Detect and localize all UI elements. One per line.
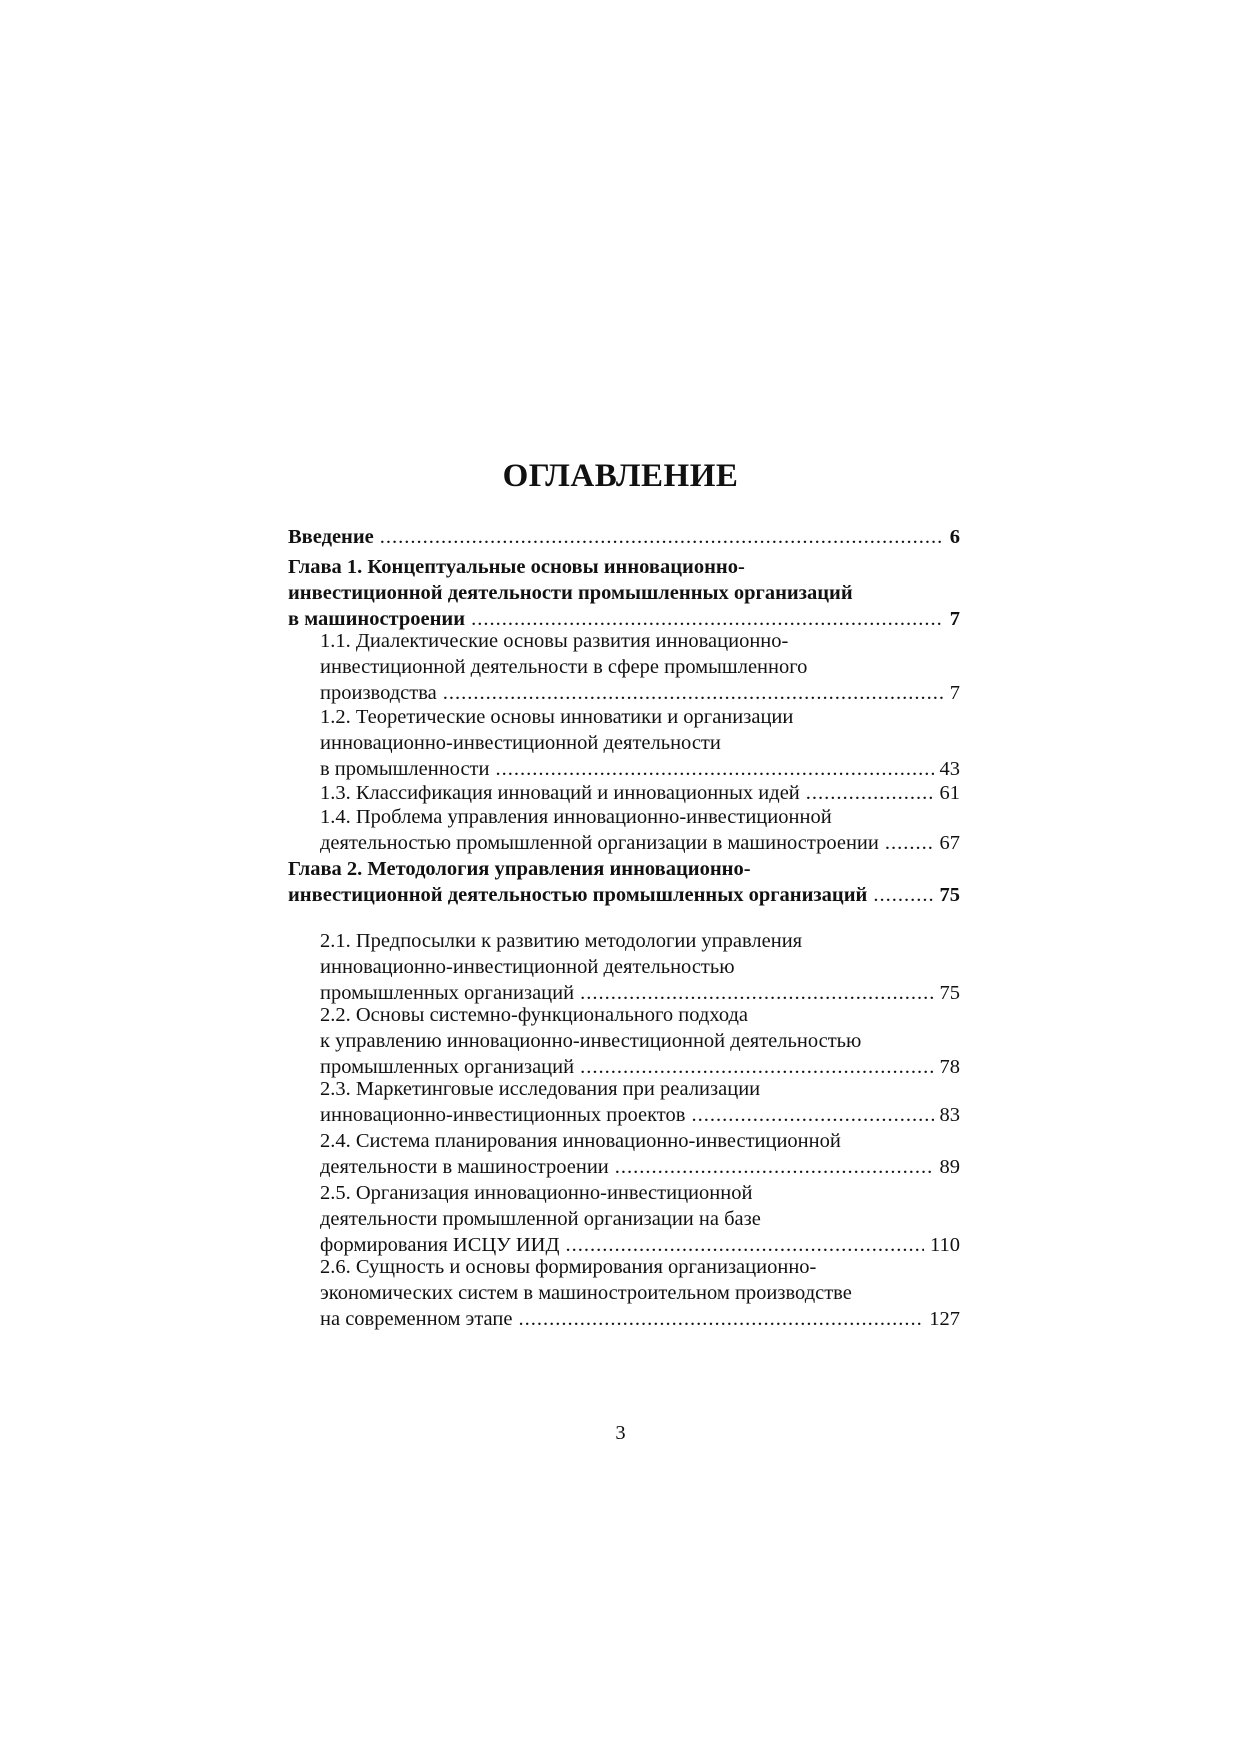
- toc-entry-title: деятельности в машиностроении: [320, 1156, 609, 1178]
- toc-entry-chapter-2: [288, 856, 960, 908]
- toc-entry-section-1-1: [288, 628, 960, 706]
- toc-page-number: 7: [949, 682, 960, 704]
- toc-entry-section-1-4: [288, 804, 960, 856]
- toc-page-number: 67: [939, 832, 960, 854]
- toc-entry-last-line: [320, 830, 960, 856]
- toc-page-number: 127: [929, 1308, 960, 1330]
- toc-entry-line: инвестиционной деятельности промышленных организаций: [288, 582, 853, 604]
- toc-entry-last-line: [320, 756, 960, 782]
- toc-entry-line: 1.2. Теоретические основы инноватики и организации: [320, 706, 794, 728]
- toc-entry-section-2-5: [288, 1180, 960, 1258]
- toc-entry-line: 2.6. Сущность и основы формирования организационно-: [320, 1256, 817, 1278]
- toc-entry-line: 2.4. Система планирования инновационно-инвестиционной: [320, 1130, 841, 1152]
- toc-entry-line: 1.4. Проблема управления инновационно-инвестиционной: [320, 806, 832, 828]
- dot-leader: [380, 524, 944, 550]
- toc-entry-line: к управлению инновационно-инвестиционной деятельностью: [320, 1030, 862, 1052]
- toc-entry-section-2-4: [288, 1128, 960, 1180]
- toc-entry-title: Введение: [288, 526, 374, 548]
- toc-page-number: 83: [939, 1104, 960, 1126]
- toc-entry-title: промышленных организаций: [320, 982, 575, 1004]
- toc-page-number: 75: [939, 982, 960, 1004]
- toc-entry-section-1-3: [288, 780, 960, 806]
- dot-leader: [495, 756, 933, 782]
- toc-entry-line: 2.2. Основы системно-функционального подхода: [320, 1004, 749, 1026]
- dot-leader: [615, 1154, 934, 1180]
- toc-page-number: 78: [939, 1056, 960, 1078]
- toc-entry-last-line: [320, 780, 960, 806]
- toc-entry-title: на современном этапе: [320, 1308, 513, 1330]
- toc-entry-title: инвестиционной деятельностью промышленных организаций: [288, 884, 868, 906]
- toc-entry-title: 1.3. Классификация инноваций и инновационных идей: [320, 782, 800, 804]
- toc-page-number: 43: [939, 758, 960, 780]
- toc-entry-introduction: [288, 524, 960, 550]
- dot-leader: [885, 830, 934, 856]
- toc-entry-line: экономических систем в машиностроительном производстве: [320, 1282, 852, 1304]
- toc-entry-line: 2.5. Организация инновационно-инвестиционной: [320, 1182, 753, 1204]
- toc-entry-title: производства: [320, 682, 437, 704]
- page-number: 3: [615, 1422, 626, 1444]
- toc-entry-title: формирования ИСЦУ ИИД: [320, 1234, 560, 1256]
- dot-leader: [806, 780, 934, 806]
- toc-entry-last-line: [320, 1154, 960, 1180]
- toc-entry-line: деятельности промышленной организации на базе: [320, 1208, 761, 1230]
- toc-entry-title: инновационно-инвестиционных проектов: [320, 1104, 686, 1126]
- toc-entry-title: в промышленности: [320, 758, 490, 780]
- toc-entry-line: 2.3. Маркетинговые исследования при реализации: [320, 1078, 761, 1100]
- toc-entry-title: деятельностью промышленной организации в машиностроении: [320, 832, 879, 854]
- toc-entry-line: 1.1. Диалектические основы развития инновационно-: [320, 630, 789, 652]
- toc-entry-line: 2.1. Предпосылки к развитию методологии управления: [320, 930, 803, 952]
- dot-leader: [873, 882, 933, 908]
- toc-entry-line: инвестиционной деятельности в сфере промышленного: [320, 656, 808, 678]
- toc-entry-section-2-6: [288, 1254, 960, 1332]
- toc-entry-line: Глава 2. Методология управления инновационно-: [288, 858, 751, 880]
- toc-page-number: 89: [939, 1156, 960, 1178]
- dot-leader: [691, 1102, 933, 1128]
- page-title: ОГЛАВЛЕНИЕ: [502, 458, 739, 494]
- toc-entry-last-line: [320, 1102, 960, 1128]
- toc-entry-line: инновационно-инвестиционной деятельностью: [320, 956, 735, 978]
- toc-entry-line: Глава 1. Концептуальные основы инновационно-: [288, 556, 745, 578]
- toc-entry-last-line: [320, 680, 960, 706]
- toc-entry-section-2-3: [288, 1076, 960, 1128]
- dot-leader: [518, 1306, 923, 1332]
- toc-entry-chapter-1: [288, 554, 960, 632]
- toc-page-number: 7: [949, 608, 960, 630]
- toc-entry-section-1-2: [288, 704, 960, 782]
- toc-page-number: 75: [939, 884, 960, 906]
- toc-entry-last-line: [288, 524, 960, 550]
- dot-leader: [443, 680, 944, 706]
- toc-page-number: 110: [930, 1234, 960, 1256]
- toc-page-number: 61: [939, 782, 960, 804]
- toc-entry-title: в машиностроении: [288, 608, 466, 630]
- toc-entry-section-2-2: [288, 1002, 960, 1080]
- toc-page-number: 6: [949, 526, 960, 548]
- toc-entry-section-2-1: [288, 928, 960, 1006]
- toc-entry-title: промышленных организаций: [320, 1056, 575, 1078]
- toc-entry-last-line: [288, 882, 960, 908]
- toc-entry-last-line: [320, 1306, 960, 1332]
- toc-entry-line: инновационно-инвестиционной деятельности: [320, 732, 721, 754]
